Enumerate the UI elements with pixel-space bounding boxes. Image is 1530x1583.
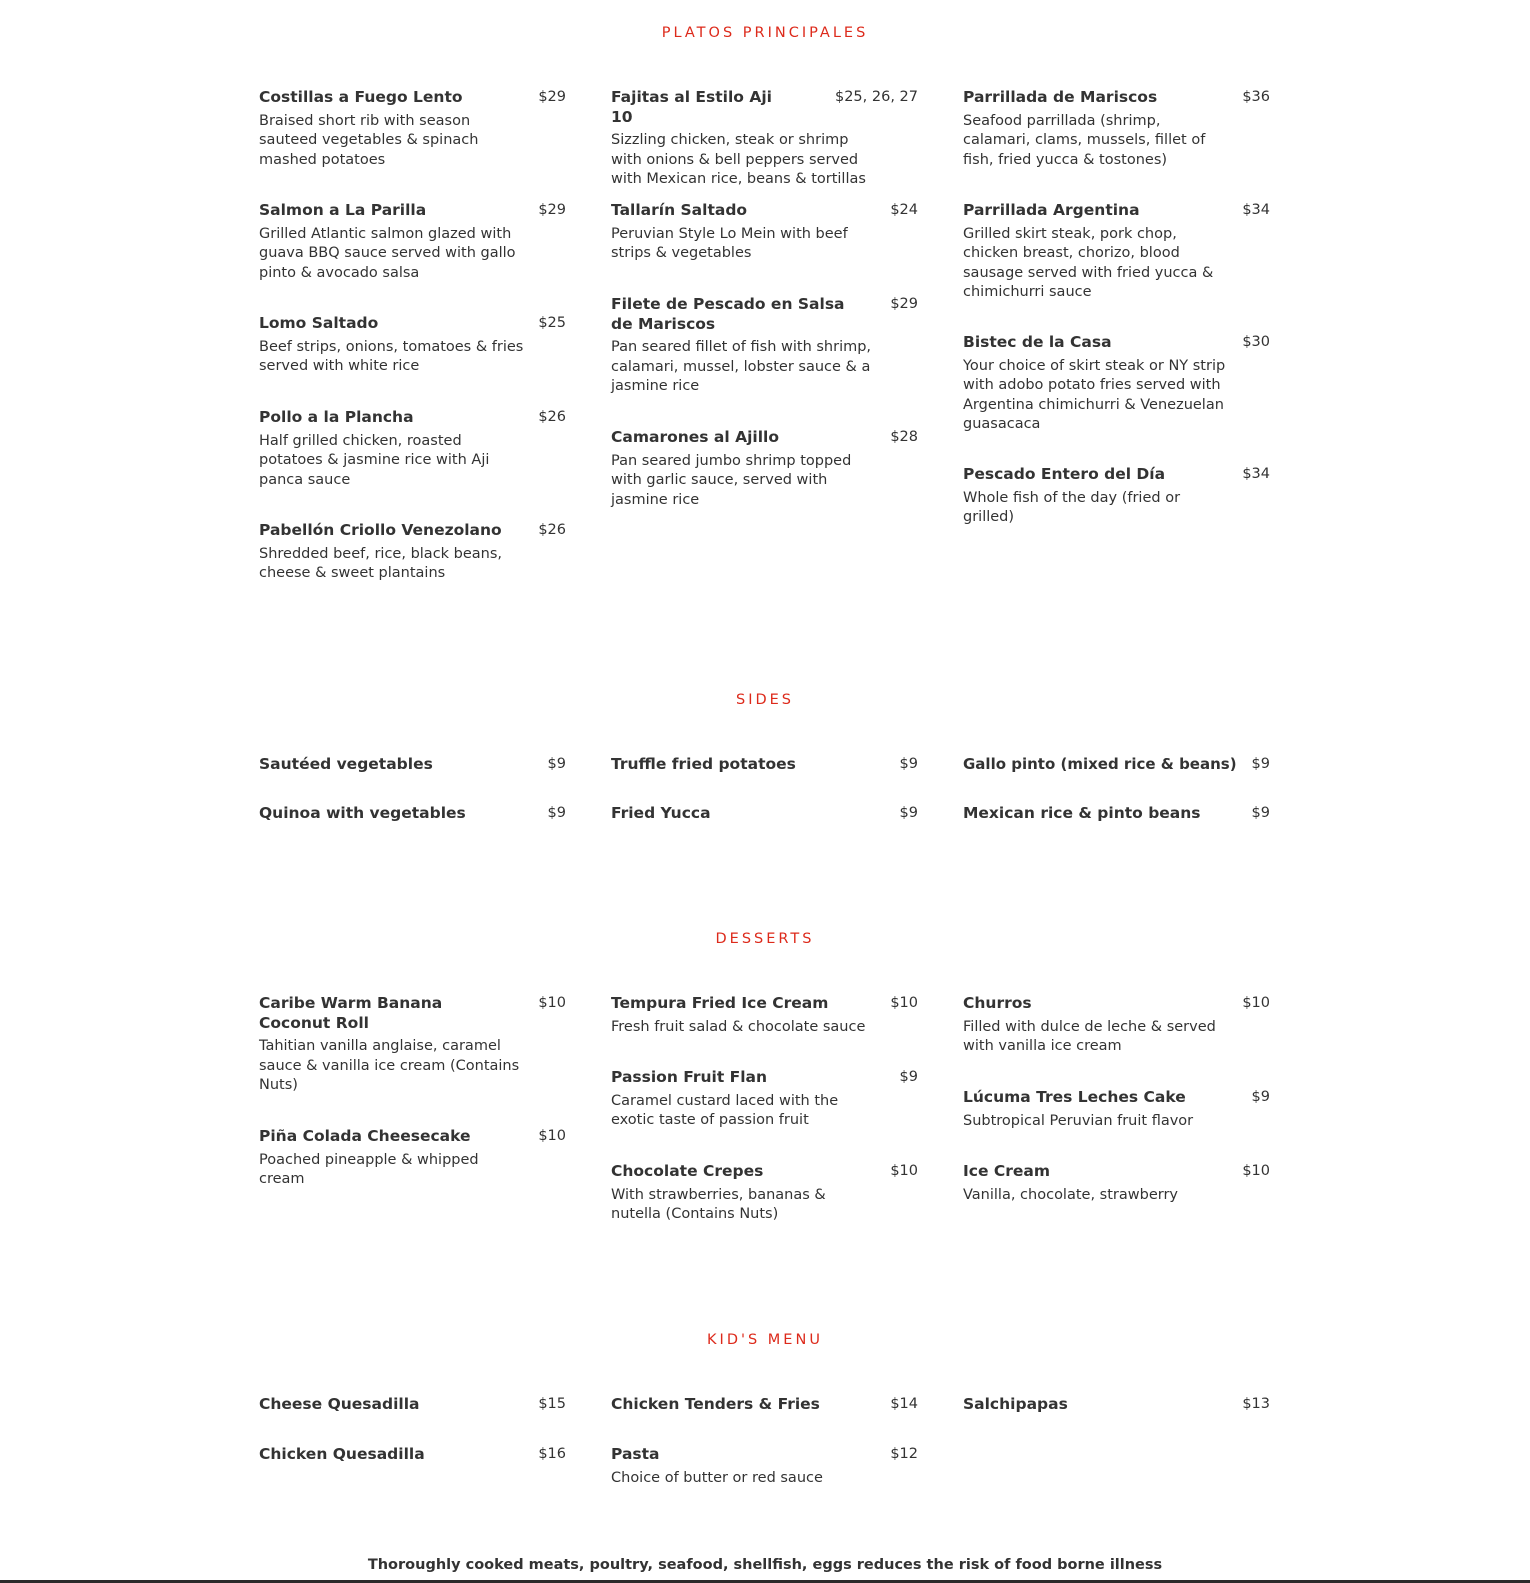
section-title-mains: PLATOS PRINCIPALES bbox=[661, 25, 869, 41]
item-name: Sautéed vegetables bbox=[259, 755, 433, 773]
item-description: Fresh fruit salad & chocolate sauce bbox=[611, 1018, 866, 1035]
item-name: Tempura Fried Ice Cream bbox=[611, 994, 829, 1012]
item-price: $15 bbox=[538, 1396, 566, 1412]
menu-item bbox=[259, 521, 566, 584]
item-price: $29 bbox=[538, 202, 566, 218]
menu-item bbox=[963, 994, 1270, 1057]
item-name: Costillas a Fuego Lento bbox=[259, 88, 463, 106]
item-name: Lomo Saltado bbox=[259, 314, 379, 332]
item-name: Pabellón Criollo Venezolano bbox=[259, 521, 502, 539]
item-price: $24 bbox=[890, 202, 918, 218]
item-name: Piña Colada Cheesecake bbox=[259, 1127, 471, 1145]
item-description: Beef strips, onions, tomatoes & fries served with white rice bbox=[259, 338, 524, 375]
menu-item bbox=[611, 1068, 918, 1131]
item-price: $10 bbox=[538, 1128, 566, 1144]
menu-item bbox=[611, 201, 918, 264]
item-price: $10 bbox=[1242, 995, 1270, 1011]
item-name: Truffle fried potatoes bbox=[611, 755, 796, 773]
item-price: $34 bbox=[1242, 466, 1270, 482]
item-description: Grilled skirt steak, pork chop, chicken breast, chorizo, blood sausage served with fried yucca & chimichurri sauce bbox=[963, 225, 1214, 301]
item-name: Fajitas al Estilo Aji 10 bbox=[611, 88, 772, 126]
menu-item bbox=[259, 1445, 566, 1465]
item-description: Braised short rib with season sauteed vegetables & spinach mashed potatoes bbox=[259, 112, 479, 168]
menu-item bbox=[259, 1127, 566, 1190]
menu-item bbox=[259, 755, 566, 775]
item-name: Cheese Quesadilla bbox=[259, 1395, 420, 1413]
item-price: $16 bbox=[538, 1446, 566, 1462]
item-price: $10 bbox=[1242, 1163, 1270, 1179]
item-price: $9 bbox=[899, 756, 918, 772]
item-name: Pasta bbox=[611, 1445, 660, 1463]
menu-item bbox=[259, 994, 566, 1096]
item-price: $9 bbox=[1251, 756, 1270, 772]
item-price: $36 bbox=[1242, 89, 1270, 105]
item-name: Ice Cream bbox=[963, 1162, 1051, 1180]
item-description: Pan seared jumbo shrimp topped with garlic sauce, served with jasmine rice bbox=[611, 452, 852, 508]
item-name: Gallo pinto (mixed rice & beans) bbox=[963, 755, 1237, 773]
item-name: Parrillada Argentina bbox=[963, 201, 1140, 219]
menu-item bbox=[259, 201, 566, 283]
menu-item bbox=[963, 465, 1270, 528]
item-description: Half grilled chicken, roasted potatoes & jasmine rice with Aji panca sauce bbox=[259, 432, 490, 488]
item-name: Salmon a La Parilla bbox=[259, 201, 427, 219]
item-name: Tallarín Saltado bbox=[611, 201, 748, 219]
section-title-kids: KID'S MENU bbox=[707, 1332, 823, 1348]
menu-item bbox=[963, 1162, 1270, 1205]
item-price: $30 bbox=[1242, 334, 1270, 350]
item-name: Salchipapas bbox=[963, 1395, 1068, 1413]
item-price: $34 bbox=[1242, 202, 1270, 218]
menu-item bbox=[963, 1088, 1270, 1131]
food-safety-notice: Thoroughly cooked meats, poultry, seafood, shellfish, eggs reduces the risk of food borne illness bbox=[367, 1557, 1163, 1573]
item-name: Bistec de la Casa bbox=[963, 333, 1112, 351]
section-title-sides: SIDES bbox=[735, 692, 794, 708]
item-price: $9 bbox=[1251, 805, 1270, 821]
item-name: Churros bbox=[963, 994, 1032, 1012]
menu-item bbox=[259, 804, 566, 824]
item-price: $14 bbox=[890, 1396, 918, 1412]
item-description: With strawberries, bananas & nutella (Contains Nuts) bbox=[611, 1186, 826, 1223]
item-price: $9 bbox=[547, 756, 566, 772]
item-price: $9 bbox=[547, 805, 566, 821]
menu-item bbox=[963, 755, 1270, 775]
item-description: Whole fish of the day (fried or grilled) bbox=[963, 489, 1181, 526]
item-name: Chicken Quesadilla bbox=[259, 1445, 425, 1463]
item-description: Sizzling chicken, steak or shrimp with onions & bell peppers served with Mexican rice, beans & tortillas bbox=[611, 132, 866, 188]
item-description: Filled with dulce de leche & served with vanilla ice cream bbox=[963, 1018, 1216, 1055]
item-description: Vanilla, chocolate, strawberry bbox=[963, 1186, 1178, 1203]
menu-item bbox=[963, 201, 1270, 303]
item-name: Pollo a la Plancha bbox=[259, 408, 414, 426]
item-description: Poached pineapple & whipped cream bbox=[259, 1151, 479, 1188]
item-description: Seafood parrillada (shrimp, calamari, clams, mussels, fillet of fish, fried yucca & tostones) bbox=[963, 112, 1206, 168]
item-price: $28 bbox=[890, 429, 918, 445]
item-name: Filete de Pescado en Salsa de Mariscos bbox=[611, 295, 845, 333]
menu-item bbox=[259, 314, 566, 377]
menu-item bbox=[611, 1395, 918, 1415]
item-price: $10 bbox=[890, 995, 918, 1011]
item-name: Quinoa with vegetables bbox=[259, 804, 466, 822]
menu-item bbox=[963, 88, 1270, 170]
item-description: Your choice of skirt steak or NY strip with adobo potato fries served with Argentina chimichurri & Venezuelan guasacaca bbox=[963, 357, 1226, 433]
item-name: Passion Fruit Flan bbox=[611, 1068, 768, 1086]
menu-item bbox=[611, 88, 918, 190]
item-description: Caramel custard laced with the exotic taste of passion fruit bbox=[611, 1092, 839, 1129]
item-name: Caribe Warm Banana Coconut Roll bbox=[259, 994, 443, 1032]
item-price: $12 bbox=[890, 1446, 918, 1462]
menu-item bbox=[963, 1395, 1270, 1415]
item-price: $26 bbox=[538, 409, 566, 425]
item-price: $9 bbox=[1251, 1089, 1270, 1105]
item-name: Parrillada de Mariscos bbox=[963, 88, 1158, 106]
item-name: Chicken Tenders & Fries bbox=[611, 1395, 820, 1413]
menu-item bbox=[259, 88, 566, 170]
item-price: $9 bbox=[899, 805, 918, 821]
item-price: $10 bbox=[538, 995, 566, 1011]
item-price: $13 bbox=[1242, 1396, 1270, 1412]
item-description: Grilled Atlantic salmon glazed with guava BBQ sauce served with gallo pinto & avocado salsa bbox=[259, 225, 516, 281]
item-price: $9 bbox=[899, 1069, 918, 1085]
item-price: $10 bbox=[890, 1163, 918, 1179]
item-name: Lúcuma Tres Leches Cake bbox=[963, 1088, 1186, 1106]
menu-item bbox=[259, 408, 566, 490]
item-description: Peruvian Style Lo Mein with beef strips & vegetables bbox=[611, 225, 848, 262]
item-name: Pescado Entero del Día bbox=[963, 465, 1166, 483]
section-title-desserts: DESSERTS bbox=[715, 931, 815, 947]
item-description: Pan seared fillet of fish with shrimp, calamari, mussel, lobster sauce & a jasmine rice bbox=[611, 339, 872, 395]
menu-item bbox=[611, 804, 918, 824]
item-description: Tahitian vanilla anglaise, caramel sauce & vanilla ice cream (Contains Nuts) bbox=[259, 1038, 520, 1094]
item-name: Camarones al Ajillo bbox=[611, 428, 779, 446]
item-price: $26 bbox=[538, 522, 566, 538]
item-price: $25 bbox=[538, 315, 566, 331]
item-price: $29 bbox=[890, 296, 918, 312]
item-price: $29 bbox=[538, 89, 566, 105]
menu-item bbox=[963, 333, 1270, 435]
menu-item bbox=[259, 1395, 566, 1415]
menu-item bbox=[611, 755, 918, 775]
menu-item bbox=[611, 428, 918, 510]
menu-item bbox=[963, 804, 1270, 824]
item-price: $25, 26, 27 bbox=[834, 89, 918, 105]
menu-item bbox=[611, 1445, 918, 1488]
item-description: Shredded beef, rice, black beans, cheese & sweet plantains bbox=[259, 545, 503, 582]
item-name: Fried Yucca bbox=[611, 804, 711, 822]
menu-item bbox=[611, 1162, 918, 1225]
item-description: Subtropical Peruvian fruit flavor bbox=[963, 1112, 1194, 1129]
item-description: Choice of butter or red sauce bbox=[611, 1469, 823, 1486]
menu-item bbox=[611, 994, 918, 1037]
item-name: Chocolate Crepes bbox=[611, 1162, 764, 1180]
menu-item bbox=[611, 295, 918, 397]
item-name: Mexican rice & pinto beans bbox=[963, 804, 1201, 822]
